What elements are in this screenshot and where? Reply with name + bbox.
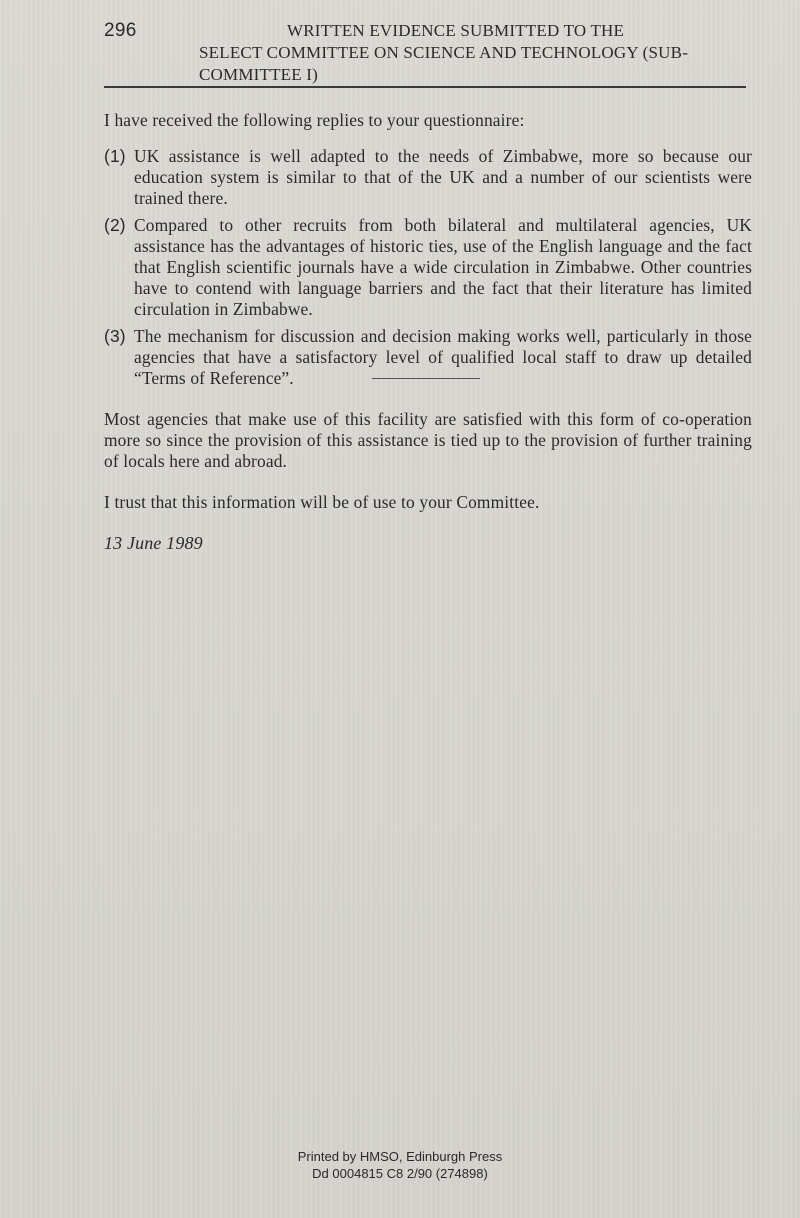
reply-number: (3): [104, 326, 126, 346]
running-title: [199, 20, 759, 86]
header-divider: [104, 86, 746, 88]
agencies-paragraph: Most agencies that make use of this facility are satisfied with this form of co-operation more so since the provision of this assistance is tied up to the provision of further training of locals here and abroad.: [104, 409, 752, 471]
reply-text: The mechanism for discussion and decision making works well, particularly in those agencies that have a satisfactory level of qualified local staff to draw up detailed “Terms of Reference”.: [134, 326, 752, 388]
running-title-line-2: SELECT COMMITTEE ON SCIENCE AND TECHNOLOGY (SUB-COMMITTEE I): [199, 43, 689, 84]
intro-paragraph: I have received the following replies to your questionnaire:: [104, 110, 525, 130]
reply-item-2: [104, 215, 752, 320]
document-body: [104, 110, 752, 569]
reply-item-1: [104, 146, 752, 209]
reply-item-3: [104, 326, 752, 389]
imprint-line-1: Printed by HMSO, Edinburgh Press: [297, 1149, 503, 1164]
printer-imprint: [200, 1148, 600, 1182]
running-title-line-1: WRITTEN EVIDENCE SUBMITTED TO THE: [287, 21, 625, 40]
closing-paragraph: I trust that this information will be of use to your Committee.: [104, 492, 540, 512]
reply-number: (2): [104, 215, 126, 235]
page-number: 296: [104, 20, 137, 41]
reply-text: UK assistance is well adapted to the needs of Zimbabwe, more so because our education system is similar to that of the UK and a number of our scientists were trained there.: [134, 146, 752, 208]
reply-text: Compared to other recruits from both bilateral and multilateral agencies, UK assistance has the advantages of historic ties, use of the English language and the fact that English scientific journals have a wide circulation in Zimbabwe. Other countries have to contend with language barriers and the fact that their literature has limited circulation in Zimbabwe.: [134, 215, 752, 319]
reply-number: (1): [104, 146, 126, 166]
imprint-line-2: Dd 0004815 C8 2/90 (274898): [312, 1166, 488, 1181]
end-rule: [372, 378, 480, 379]
letter-date: 13 June 1989: [104, 533, 203, 553]
